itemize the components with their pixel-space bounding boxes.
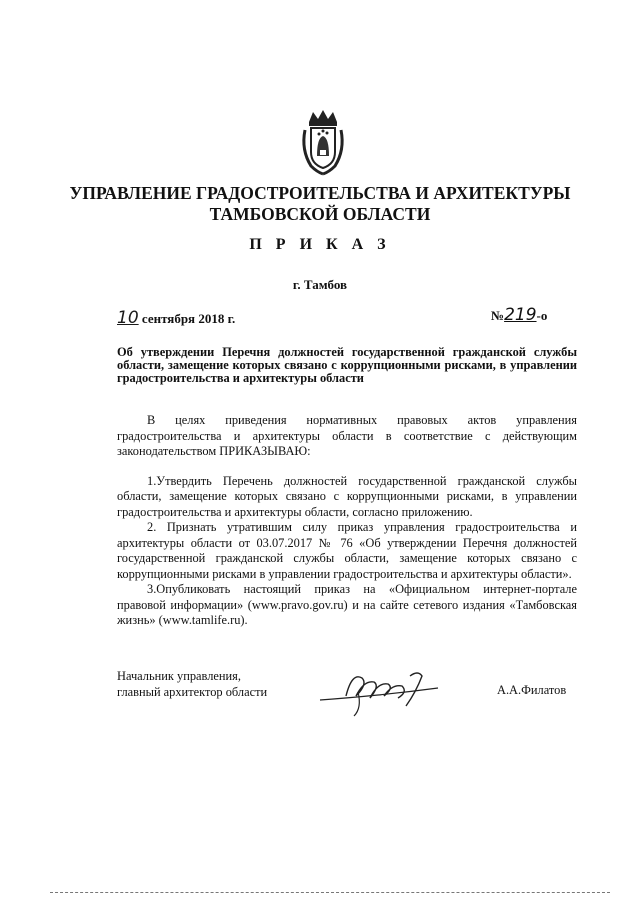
signer-position: [117, 668, 267, 700]
document-type: П Р И К А З: [249, 236, 391, 253]
handwritten-signature-icon: [318, 662, 458, 722]
date-month-year: сентября 2018 г.: [141, 311, 236, 326]
number-handwritten: 219: [504, 305, 537, 325]
number-prefix: №: [491, 308, 505, 323]
organization-title: [60, 183, 580, 225]
tambov-coat-of-arms-icon: [299, 108, 347, 176]
order-item-3: 3.Опубликовать настоящий приказ на «Официальном интернет-портале правовой информации» (www.pravo.gov.ru) и на сайте сетевого издания «Тамбовская жизнь» (www.tamlife.ru).: [117, 582, 577, 627]
signer-name: А.А.Филатов: [497, 683, 567, 697]
document-subject: Об утверждении Перечня должностей государственной гражданской службы области, замещение которых связано с коррупционными рисками, в управлении градостроительства и архитектуры области: [117, 345, 577, 385]
intro-paragraph: В целях приведения нормативных правовых актов управления градостроительства и архитектуры области в соответствие с действующим законодательством ПРИКАЗЫВАЮ:: [117, 413, 577, 458]
document-number: [491, 305, 547, 325]
org-title-line1: УПРАВЛЕНИЕ ГРАДОСТРОИТЕЛЬСТВА И АРХИТЕКТУРЫ: [69, 183, 571, 203]
city: г. Тамбов: [292, 277, 348, 292]
order-item-1: 1.Утвердить Перечень должностей государственной гражданской службы области, замещение которых связано с коррупционными рисками, в управлении градостроительства и архитектуры области, согласно приложению.: [117, 473, 577, 519]
number-suffix: -о: [536, 308, 548, 323]
document-date: [117, 308, 235, 328]
document-body: [117, 413, 577, 629]
signer-position-line1: Начальник управления,: [117, 669, 241, 683]
order-item-2: 2. Признать утратившим силу приказ управления градостроительства и архитектуры области от 03.07.2017 № 76 «Об утверждении Перечня должностей государственной гражданской службы области, замещение которых связано с коррупционными рисками в управлении градостроительства и архитектуры области».: [117, 520, 577, 581]
org-title-line2: ТАМБОВСКОЙ ОБЛАСТИ: [209, 204, 431, 224]
date-day: 10: [117, 308, 139, 328]
page-footer-divider: [50, 892, 610, 893]
signer-position-line2: главный архитектор области: [117, 685, 268, 699]
